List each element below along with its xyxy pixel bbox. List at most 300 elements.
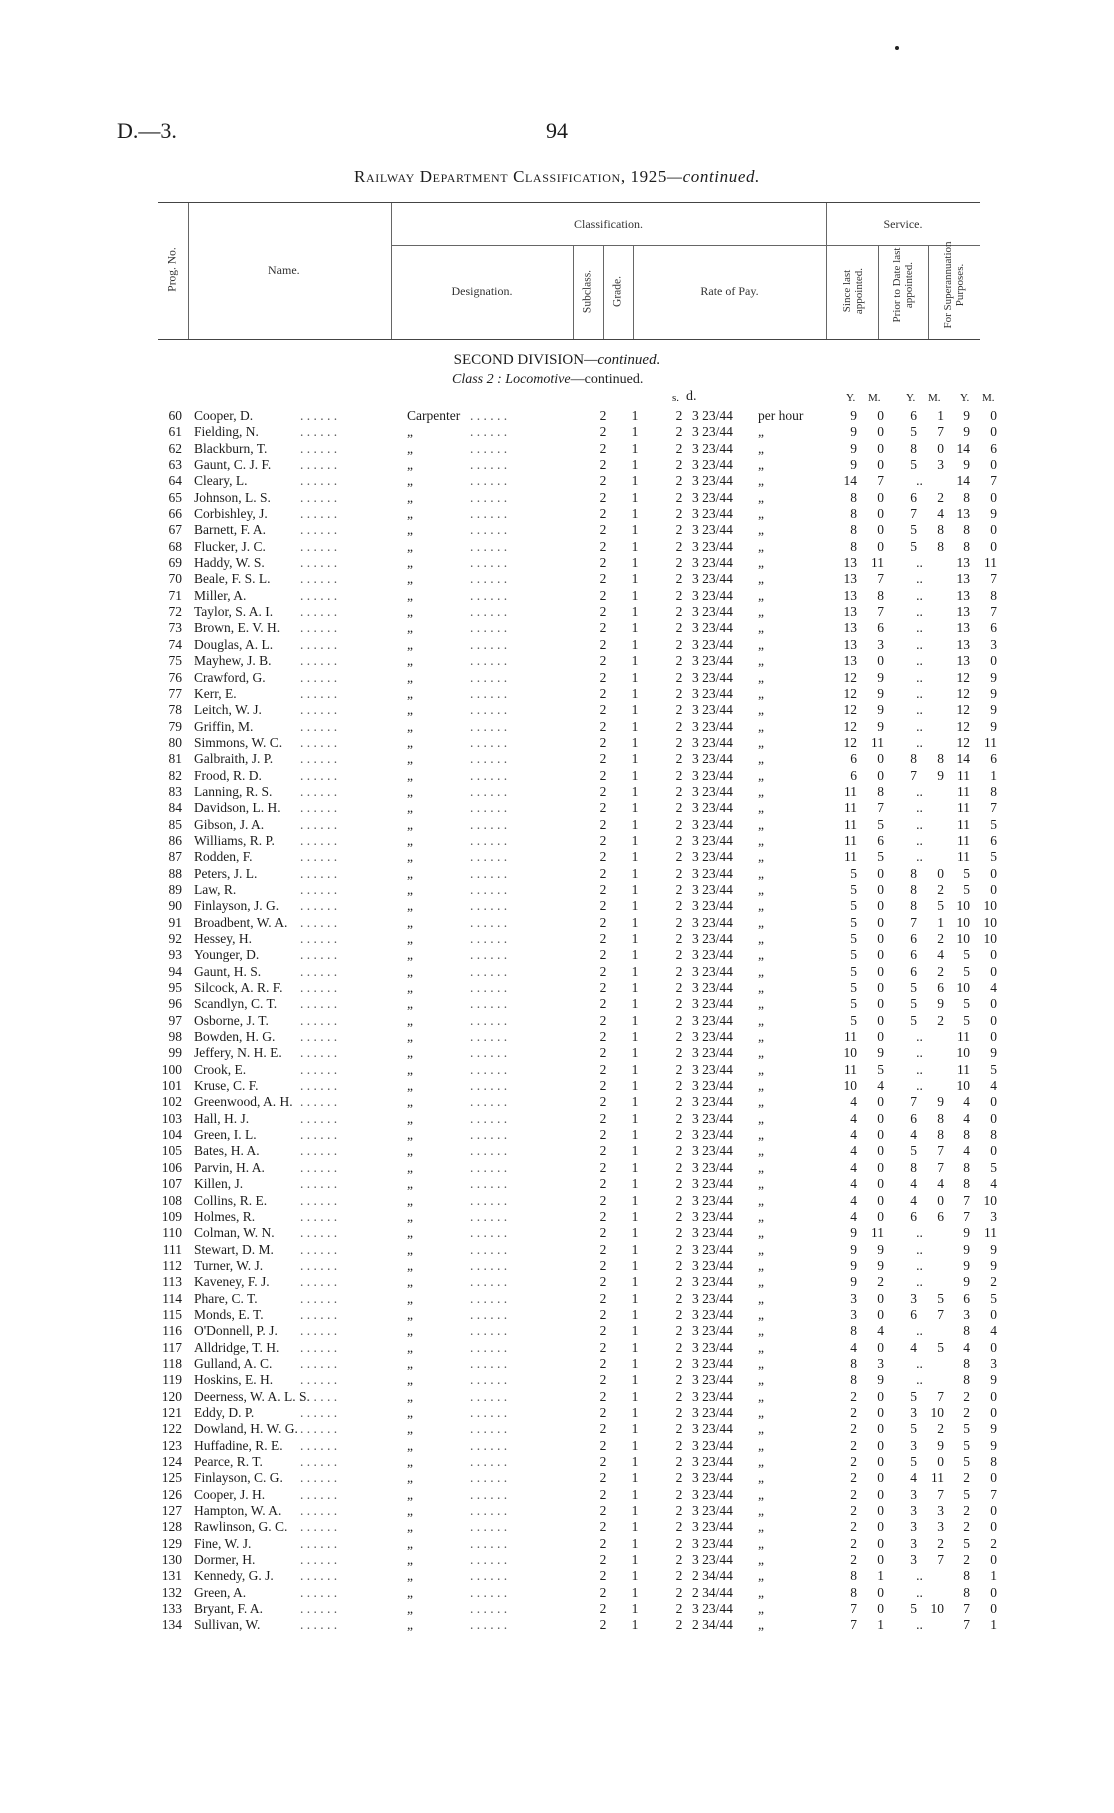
- subclass-cell: 2: [599, 1404, 607, 1420]
- name-cell: Gibson, J. A.: [194, 816, 265, 832]
- pay-pence-cell: 3 23/44: [692, 1208, 733, 1224]
- super-years-cell: 14: [956, 751, 970, 767]
- prior-years-cell: ..: [916, 587, 923, 603]
- since-years-cell: 2: [850, 1454, 857, 1469]
- prog-no-cell: 115: [162, 1306, 182, 1322]
- since-months-cell: 0: [877, 963, 884, 979]
- designation-cell: „: [407, 1225, 413, 1241]
- prog-no-cell: 120: [161, 1388, 182, 1404]
- header-divider: [188, 203, 189, 339]
- leader-dots: . . . . . .: [300, 669, 338, 685]
- super-months-cell: 5: [990, 849, 997, 865]
- name-cell: Kruse, C. F.: [194, 1078, 259, 1094]
- super-months-cell: 7: [990, 800, 997, 816]
- since-months-cell: 0: [877, 1143, 884, 1159]
- designation-cell: „: [407, 1143, 413, 1159]
- since-years-cell: 11: [844, 832, 857, 848]
- prog-no-cell: 60: [168, 408, 182, 423]
- since-years-cell: 8: [850, 1355, 857, 1371]
- table-row: [0, 1209, 1114, 1225]
- leader-dots: . . . . . .: [470, 996, 508, 1012]
- prior-months-cell: 3: [937, 1503, 944, 1519]
- designation-cell: „: [407, 1012, 413, 1028]
- super-months-cell: 3: [990, 1355, 997, 1371]
- leader-dots: . . . . . .: [470, 653, 508, 669]
- pay-pence-cell: 3 23/44: [692, 865, 733, 881]
- prog-no-cell: 113: [162, 1274, 182, 1290]
- since-years-cell: 2: [850, 1421, 857, 1437]
- table-row: [0, 670, 1114, 686]
- leader-dots: . . . . . .: [300, 1290, 338, 1306]
- super-months-cell: 7: [990, 571, 997, 587]
- prior-months-cell: 8: [937, 1127, 944, 1143]
- super-months-cell: 0: [990, 1029, 997, 1045]
- leader-dots: . . . . . .: [300, 1601, 338, 1617]
- since-months-cell: 0: [877, 506, 884, 522]
- super-years-cell: 13: [956, 620, 970, 636]
- since-months-cell: 0: [877, 881, 884, 897]
- since-months-cell: 0: [877, 931, 884, 946]
- pay-period-cell: „: [758, 1568, 764, 1584]
- table-row: [0, 833, 1114, 849]
- pay-shillings-cell: 2: [675, 1078, 683, 1094]
- pay-shillings-cell: 2: [675, 996, 683, 1012]
- table-row: [0, 1045, 1114, 1061]
- designation-cell: „: [407, 1519, 413, 1535]
- pay-shillings-cell: 2: [675, 1404, 683, 1420]
- pay-shillings-cell: 2: [675, 914, 683, 930]
- leader-dots: . . . . . .: [300, 1323, 338, 1339]
- since-years-cell: 13: [843, 604, 857, 620]
- name-cell: Fielding, N.: [194, 424, 259, 440]
- pay-period-cell: „: [758, 1617, 764, 1633]
- pay-pence-cell: 3 23/44: [692, 1290, 733, 1306]
- name-cell: Blackburn, T.: [194, 440, 268, 456]
- pay-period-cell: „: [758, 1584, 764, 1600]
- super-months-cell: 6: [990, 620, 997, 636]
- designation-cell: „: [407, 996, 413, 1012]
- grade-cell: 1: [631, 1470, 639, 1486]
- pay-period-cell: „: [758, 1029, 764, 1045]
- pay-period-cell: „: [758, 653, 764, 669]
- leader-dots: . . . . . .: [300, 587, 338, 603]
- since-months-cell: 9: [877, 702, 884, 718]
- designation-cell: „: [407, 1241, 413, 1257]
- grade-cell: 1: [631, 636, 639, 652]
- name-cell: Younger, D.: [194, 947, 260, 963]
- designation-cell: „: [407, 849, 413, 865]
- prog-no-cell: 72: [168, 604, 182, 620]
- pay-shillings-cell: 2: [675, 489, 683, 505]
- super-months-cell: 1: [990, 767, 997, 783]
- pay-pence-cell: 3 23/44: [692, 653, 733, 669]
- since-years-cell: 4: [850, 1143, 857, 1159]
- designation-cell: „: [407, 620, 413, 636]
- leader-dots: . . . . . .: [300, 1257, 338, 1273]
- since-months-cell: 0: [877, 1470, 884, 1486]
- designation-cell: „: [407, 1078, 413, 1094]
- leader-dots: . . . . . .: [470, 555, 508, 571]
- prog-no-cell: 97: [168, 1012, 182, 1028]
- class-heading: [452, 372, 643, 388]
- name-cell: Crawford, G.: [194, 669, 266, 685]
- super-months-cell: 10: [983, 931, 997, 946]
- super-years-cell: 10: [956, 931, 970, 946]
- prior-years-cell: ..: [916, 800, 923, 816]
- prior-years-cell: 8: [910, 1159, 917, 1175]
- since-years-cell: 2: [850, 1519, 857, 1535]
- super-years-cell: 5: [963, 1012, 970, 1028]
- super-months-cell: 0: [990, 996, 997, 1012]
- since-months-cell: 6: [877, 832, 884, 848]
- leader-dots: . . . . . .: [470, 881, 508, 897]
- since-months-cell: 9: [877, 685, 884, 701]
- since-months-cell: 3: [877, 1355, 884, 1371]
- since-months-cell: 0: [877, 1110, 884, 1126]
- since-months-cell: 0: [877, 767, 884, 783]
- since-years-cell: 9: [850, 1241, 857, 1257]
- prog-no-cell: 121: [161, 1404, 182, 1420]
- super-months-cell: 0: [990, 1012, 997, 1028]
- table-row: [0, 653, 1114, 669]
- prior-months-cell: 7: [937, 1306, 944, 1322]
- pay-pence-cell: 3 23/44: [692, 1535, 733, 1551]
- name-cell: Dormer, H.: [194, 1552, 256, 1568]
- leader-dots: . . . . . .: [300, 1094, 338, 1110]
- prog-no-cell: 83: [168, 783, 182, 799]
- prog-no-cell: 81: [168, 751, 182, 767]
- name-cell: Taylor, S. A. I.: [194, 604, 274, 620]
- grade-cell: 1: [631, 620, 639, 636]
- page-title-main: Railway Department Classification, 1925: [354, 167, 667, 186]
- designation-cell: „: [407, 1094, 413, 1110]
- prog-no-cell: 63: [168, 457, 182, 473]
- leader-dots: . . . . . .: [470, 1584, 508, 1600]
- since-months-cell: 11: [871, 555, 884, 571]
- prior-months-cell: 8: [937, 538, 944, 554]
- pay-shillings-cell: 2: [675, 457, 683, 473]
- leader-dots: . . . . . .: [300, 1176, 338, 1192]
- since-years-cell: 8: [850, 489, 857, 505]
- pay-shillings-cell: 2: [675, 702, 683, 718]
- prior-months-cell: 9: [937, 767, 944, 783]
- prog-no-cell: 119: [162, 1372, 182, 1388]
- super-years-cell: 8: [963, 1355, 970, 1371]
- table-row: [0, 457, 1114, 473]
- since-months-cell: 0: [877, 751, 884, 767]
- subclass-cell: 2: [599, 1421, 607, 1437]
- super-years-cell: 10: [956, 898, 970, 914]
- since-months-cell: 9: [877, 1241, 884, 1257]
- since-years-cell: 9: [850, 440, 857, 456]
- since-years-cell: 2: [850, 1552, 857, 1568]
- prior-months-cell: 11: [931, 1470, 944, 1486]
- leader-dots: . . . . . .: [470, 1486, 508, 1502]
- grade-cell: 1: [631, 1584, 639, 1600]
- pay-pence-cell: 3 23/44: [692, 1110, 733, 1126]
- leader-dots: . . . . . .: [470, 1225, 508, 1241]
- pay-pence-cell: 3 23/44: [692, 440, 733, 456]
- grade-cell: 1: [631, 931, 639, 946]
- since-months-cell: 1: [877, 1568, 884, 1584]
- since-months-cell: 9: [877, 1257, 884, 1273]
- prior-years-cell: 4: [910, 1192, 917, 1208]
- pay-shillings-cell: 2: [675, 734, 683, 750]
- super-months-cell: 11: [984, 1225, 997, 1241]
- pay-shillings-cell: 2: [675, 767, 683, 783]
- name-cell: Kerr, E.: [194, 685, 237, 701]
- prog-no-cell: 98: [168, 1029, 182, 1045]
- leader-dots: . . . . . .: [300, 1012, 338, 1028]
- pay-pence-cell: 3 23/44: [692, 1176, 733, 1192]
- prior-months-cell: 10: [930, 1601, 944, 1617]
- designation-cell: „: [407, 1535, 413, 1551]
- header-divider: [573, 245, 574, 339]
- leader-dots: . . . . . .: [470, 1241, 508, 1257]
- grade-cell: 1: [631, 800, 639, 816]
- designation-cell: „: [407, 1584, 413, 1600]
- subclass-cell: 2: [599, 1176, 607, 1192]
- prior-years-cell: ..: [916, 816, 923, 832]
- grade-cell: 1: [631, 685, 639, 701]
- leader-dots: . . . . . .: [470, 1176, 508, 1192]
- subclass-cell: 2: [599, 865, 607, 881]
- pay-period-cell: „: [758, 1159, 764, 1175]
- super-years-cell: 9: [963, 1257, 970, 1273]
- name-cell: Rodden, F.: [194, 849, 253, 865]
- prior-months-cell: 6: [937, 980, 944, 996]
- name-cell: Rawlinson, G. C.: [194, 1519, 288, 1535]
- grade-cell: 1: [631, 947, 639, 963]
- since-years-cell: 14: [843, 473, 857, 489]
- name-cell: Douglas, A. L.: [194, 636, 274, 652]
- leader-dots: . . . . . .: [470, 1045, 508, 1061]
- name-cell: Leitch, W. J.: [194, 702, 262, 718]
- pay-period-cell: „: [758, 914, 764, 930]
- super-years-cell: 13: [956, 636, 970, 652]
- leader-dots: . . . . . .: [300, 800, 338, 816]
- since-years-cell: 4: [850, 1110, 857, 1126]
- leader-dots: . . . . . .: [470, 1339, 508, 1355]
- subclass-cell: 2: [599, 522, 607, 538]
- grade-cell: 1: [631, 1372, 639, 1388]
- prog-no-cell: 133: [161, 1601, 182, 1617]
- since-months-cell: 0: [877, 440, 884, 456]
- pay-period-cell: „: [758, 1388, 764, 1404]
- since-months-cell: 0: [877, 1012, 884, 1028]
- unit-pence: d.: [686, 389, 697, 404]
- designation-cell: „: [407, 571, 413, 587]
- grade-cell: 1: [631, 849, 639, 865]
- leader-dots: . . . . . .: [300, 620, 338, 636]
- super-years-cell: 12: [956, 734, 970, 750]
- super-years-cell: 9: [963, 1274, 970, 1290]
- subclass-cell: 2: [599, 1225, 607, 1241]
- name-cell: Johnson, L. S.: [194, 489, 271, 505]
- header-superannuation: For Superannuation Purposes.: [942, 241, 966, 329]
- since-years-cell: 2: [850, 1437, 857, 1453]
- name-cell: Scandlyn, C. T.: [194, 996, 278, 1012]
- pay-shillings-cell: 2: [675, 1568, 683, 1584]
- subclass-cell: 2: [599, 604, 607, 620]
- pay-shillings-cell: 2: [675, 947, 683, 963]
- pay-period-cell: „: [758, 424, 764, 440]
- since-years-cell: 10: [843, 1078, 857, 1094]
- prog-no-cell: 102: [161, 1094, 182, 1110]
- super-months-cell: 0: [990, 1339, 997, 1355]
- super-years-cell: 10: [956, 1078, 970, 1094]
- subclass-cell: 2: [599, 783, 607, 799]
- table-row: [0, 866, 1114, 882]
- since-years-cell: 9: [850, 408, 857, 423]
- since-months-cell: 4: [877, 1323, 884, 1339]
- pay-period-cell: „: [758, 963, 764, 979]
- leader-dots: . . . . . .: [300, 751, 338, 767]
- prior-months-cell: 7: [937, 424, 944, 440]
- since-months-cell: 0: [877, 1601, 884, 1617]
- super-months-cell: 5: [990, 816, 997, 832]
- subclass-cell: 2: [599, 1241, 607, 1257]
- pay-pence-cell: 3 23/44: [692, 571, 733, 587]
- name-cell: Williams, R. P.: [194, 832, 275, 848]
- name-cell: Silcock, A. R. F.: [194, 980, 283, 996]
- leader-dots: . . . . . .: [470, 408, 508, 423]
- grade-cell: 1: [631, 1290, 639, 1306]
- pay-shillings-cell: 2: [675, 1094, 683, 1110]
- since-years-cell: 11: [844, 816, 857, 832]
- leader-dots: . . . . . .: [470, 1208, 508, 1224]
- super-years-cell: 5: [963, 996, 970, 1012]
- section-heading: [0, 352, 1114, 369]
- leader-dots: . . . . . .: [300, 1617, 338, 1633]
- leader-dots: . . . . . .: [300, 1339, 338, 1355]
- grade-cell: 1: [631, 1617, 639, 1633]
- pay-period-cell: „: [758, 1192, 764, 1208]
- leader-dots: . . . . . .: [300, 1061, 338, 1077]
- super-months-cell: 11: [984, 734, 997, 750]
- name-cell: Turner, W. J.: [194, 1257, 264, 1273]
- pay-pence-cell: 2 34/44: [692, 1568, 733, 1584]
- prior-years-cell: ..: [916, 636, 923, 652]
- pay-pence-cell: 3 23/44: [692, 489, 733, 505]
- designation-cell: „: [407, 1127, 413, 1143]
- name-cell: Griffin, M.: [194, 718, 254, 734]
- pay-period-cell: „: [758, 1208, 764, 1224]
- prog-no-cell: 95: [168, 980, 182, 996]
- leader-dots: . . . . . .: [470, 1535, 508, 1551]
- pay-period-cell: „: [758, 865, 764, 881]
- table-row: [0, 441, 1114, 457]
- grade-cell: 1: [631, 734, 639, 750]
- since-months-cell: 0: [877, 1127, 884, 1143]
- designation-cell: „: [407, 1045, 413, 1061]
- grade-cell: 1: [631, 506, 639, 522]
- leader-dots: . . . . . .: [470, 1159, 508, 1175]
- designation-cell: „: [407, 702, 413, 718]
- pay-period-cell: „: [758, 1143, 764, 1159]
- since-months-cell: 0: [877, 947, 884, 963]
- table-row: [0, 947, 1114, 963]
- name-cell: Holmes, R.: [194, 1208, 256, 1224]
- super-years-cell: 8: [963, 1323, 970, 1339]
- name-cell: Hessey, H.: [194, 931, 252, 946]
- pay-shillings-cell: 2: [675, 1225, 683, 1241]
- pay-period-cell: „: [758, 1486, 764, 1502]
- prior-months-cell: 7: [937, 1143, 944, 1159]
- prior-months-cell: 9: [937, 1094, 944, 1110]
- grade-cell: 1: [631, 1241, 639, 1257]
- name-cell: Cooper, J. H.: [194, 1486, 266, 1502]
- super-years-cell: 12: [956, 718, 970, 734]
- since-months-cell: 9: [877, 718, 884, 734]
- name-cell: Pearce, R. T.: [194, 1454, 263, 1469]
- prior-months-cell: 0: [937, 440, 944, 456]
- name-cell: Flucker, J. C.: [194, 538, 266, 554]
- leader-dots: . . . . . .: [300, 1454, 338, 1469]
- since-years-cell: 2: [850, 1503, 857, 1519]
- leader-dots: . . . . . .: [470, 587, 508, 603]
- prior-years-cell: ..: [916, 1061, 923, 1077]
- pay-period-cell: „: [758, 1078, 764, 1094]
- since-months-cell: 1: [877, 1617, 884, 1633]
- pay-pence-cell: 3 23/44: [692, 734, 733, 750]
- subclass-cell: 2: [599, 1503, 607, 1519]
- designation-cell: „: [407, 1552, 413, 1568]
- prior-years-cell: 5: [910, 1601, 917, 1617]
- subclass-cell: 2: [599, 816, 607, 832]
- subclass-cell: 2: [599, 947, 607, 963]
- super-months-cell: 2: [990, 1535, 997, 1551]
- leader-dots: . . . . . .: [470, 1110, 508, 1126]
- grade-cell: 1: [631, 865, 639, 881]
- leader-dots: . . . . . .: [470, 1012, 508, 1028]
- super-months-cell: 9: [990, 718, 997, 734]
- prior-months-cell: 7: [937, 1552, 944, 1568]
- subclass-cell: 2: [599, 1159, 607, 1175]
- super-months-cell: 8: [990, 1454, 997, 1469]
- name-cell: Green, I. L.: [194, 1127, 257, 1143]
- header-since-last-appointed: Since last appointed.: [841, 267, 865, 315]
- table-row: [0, 408, 1114, 424]
- since-months-cell: 0: [877, 914, 884, 930]
- table-row: [0, 506, 1114, 522]
- name-cell: Monds, E. T.: [194, 1306, 264, 1322]
- prior-months-cell: 2: [937, 1421, 944, 1437]
- prog-no-cell: 127: [161, 1503, 182, 1519]
- table-row: [0, 1487, 1114, 1503]
- staff-table-body: [0, 408, 1114, 1634]
- pay-shillings-cell: 2: [675, 1110, 683, 1126]
- pay-period-cell: „: [758, 1404, 764, 1420]
- pay-period-cell: „: [758, 1503, 764, 1519]
- super-months-cell: 0: [990, 947, 997, 963]
- super-months-cell: 0: [990, 865, 997, 881]
- since-years-cell: 2: [850, 1486, 857, 1502]
- leader-dots: . . . . . .: [300, 1470, 338, 1486]
- since-months-cell: 0: [877, 898, 884, 914]
- pay-shillings-cell: 2: [675, 963, 683, 979]
- prior-years-cell: 3: [910, 1535, 917, 1551]
- prog-no-cell: 65: [168, 489, 182, 505]
- leader-dots: . . . . . .: [470, 1372, 508, 1388]
- prior-years-cell: ..: [916, 473, 923, 489]
- since-years-cell: 9: [850, 1225, 857, 1241]
- pay-pence-cell: 3 23/44: [692, 996, 733, 1012]
- leader-dots: . . . . . .: [470, 473, 508, 489]
- pay-period-cell: „: [758, 522, 764, 538]
- leader-dots: . . . . . .: [300, 1388, 338, 1404]
- leader-dots: . . . . . .: [300, 1584, 338, 1600]
